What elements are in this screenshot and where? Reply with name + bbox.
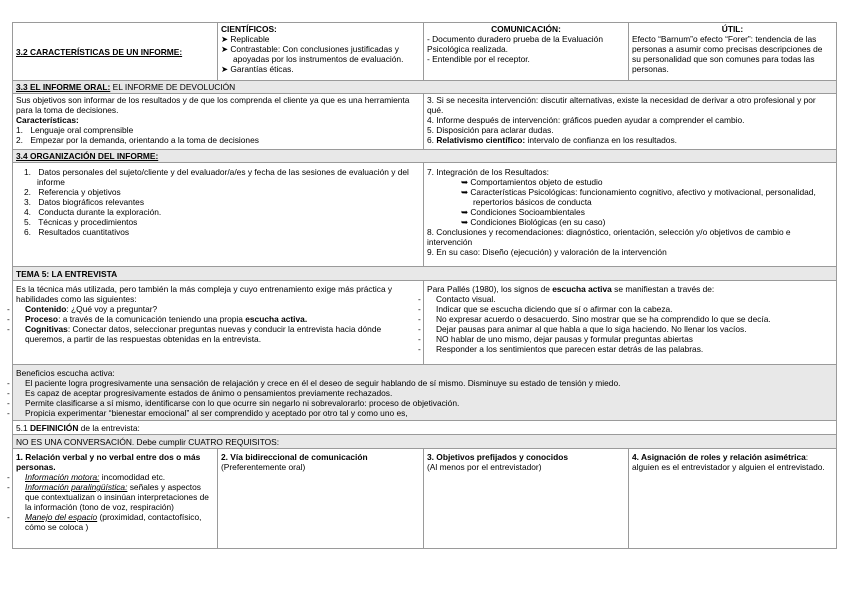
s33-right-item: 5. Disposición para aclarar dudas. (427, 125, 554, 135)
tema5-title: TEMA 5: LA ENTREVISTA (16, 268, 118, 279)
s34-sub-item: ➥ Comportamientos objeto de estudio (461, 177, 603, 187)
habilidad-item: - Cognitivas: Conectar datos, seleccionar preguntas nuevas y conducir la entrevista hacia dónde queremos, a partir de las respuestas obtenidas en la entrevista. (7, 324, 382, 344)
s33-right-cell (424, 94, 837, 150)
s33-right-item: 3. Si se necesita intervención: discutir alternativas, existe la necesidad de derivar a otro profesional y por qué. (427, 95, 816, 115)
s34-sub-item: ➥ Características Psicológicas: funcionamiento cognitivo, afectivo y motivacional, personalidad, repertorios básicos de conducta (461, 187, 816, 207)
s33-list-item: 2. Empezar por la demanda, orientando a la toma de decisiones (16, 135, 259, 145)
s33-title-rest: EL INFORME DE DEVOLUCIÓN (110, 82, 236, 92)
s32-title-cell (13, 23, 218, 81)
beneficio-item: - Es capaz de aceptar progresivamente estados de ánimo o pensamientos previamente rechazados. (7, 388, 393, 398)
requisito-2-title: 2. Vía bidireccional de comunicación (221, 452, 368, 462)
row-requisitos (13, 449, 837, 549)
util-title: ÚTIL: (721, 24, 744, 34)
escucha-item: - Indicar que se escucha diciendo que sí o afirmar con la cabeza. (418, 304, 673, 314)
row-conversacion (13, 435, 837, 449)
requisito-4-cell (629, 449, 837, 549)
s33-right-item: 6. Relativismo científico: intervalo de confianza en los resultados. (427, 135, 677, 145)
requisito-4-text: 4. Asignación de roles y relación asimétrica: alguien es el entrevistador y alguien el entrevistado. (632, 452, 825, 472)
s34-list-item: 4. Conducta durante la exploración. (24, 207, 162, 217)
row-s33-content (13, 94, 837, 150)
s34-list-item: 6. Resultados cuantitativos (24, 227, 130, 237)
beneficio-item: - Propicia experimentar “bienestar emocional” al ser comprendido y aceptado por otro tal y como uno es, (7, 408, 408, 418)
requisito-3-title: 3. Objetivos prefijados y conocidos (427, 452, 569, 462)
requisito-3-cell (424, 449, 629, 549)
arrow-icon: ➥ (461, 207, 469, 217)
s33-title: 3.3 EL INFORME ORAL: (16, 82, 111, 92)
s33-intro: Sus objetivos son informar de los resultados y de que los comprenda el cliente ya que es una herramienta para la toma de decisiones. (16, 95, 410, 115)
s33-left-cell (13, 94, 424, 150)
s32-util-cell (629, 23, 837, 81)
tema5-right-cell (418, 281, 837, 365)
comunicacion-item: - Entendible por el receptor. (427, 54, 530, 64)
requisito-1-item: - Información paralingüística: señales y aspectos que contextualizan o insinúan interpretaciones de la información (tono de voz, respiración) (7, 482, 209, 512)
habilidad-item: - Proceso: a través de la comunicación teniendo una propia escucha activa. (7, 314, 308, 324)
bullet-icon: ➤ (221, 34, 229, 44)
comunicacion-item: - Documento duradero prueba de la Evaluación Psicológica realizada. (427, 34, 603, 54)
tema5-left-cell (7, 281, 424, 365)
row-s34-content (13, 163, 837, 267)
requisito-1-cell (7, 449, 218, 549)
escucha-item: - Dejar pausas para animar al que habla a que lo siga haciendo. No llenar los vacíos. (418, 324, 747, 334)
s32-title: 3.2 CARACTERÍSTICAS DE UN INFORME: (16, 46, 183, 57)
tema5-intro: Es la técnica más utilizada, pero también la más compleja y cuyo entrenamiento exige más práctica y habilidades como las siguientes: (16, 284, 393, 304)
escucha-item: - Responder a los sentimientos que parecen estar detrás de las palabras. (418, 344, 704, 354)
escucha-item: - NO hablar de uno mismo, dejar pausas y formular preguntas abiertas (418, 334, 693, 344)
definicion-label: DEFINICIÓN (29, 423, 79, 433)
row-tema5-header (13, 267, 837, 281)
row-s33-header (13, 81, 837, 94)
s34-right-head: 7. Integración de los Resultados: (427, 167, 549, 177)
s33-right-item: 4. Informe después de intervención: gráficos pueden ayudar a comprender el cambio. (427, 115, 745, 125)
escucha-item: - Contacto visual. (418, 294, 496, 304)
s34-right-cell (424, 163, 837, 267)
cientificos-title: CIENTÍFICOS: (221, 24, 277, 34)
beneficio-item: - Permite clasificarse a sí mismo, identificarse con lo que ocurre sin negarlo ni sobrevalorarlo: proceso de objetivación. (7, 398, 460, 408)
s34-right-tail: 8. Conclusiones y recomendaciones: diagnóstico, orientación, selección y/o objetivos de cambio e intervención (427, 227, 791, 247)
requisito-1-title: 1. Relación verbal y no verbal entre dos o más personas. (16, 452, 201, 472)
bullet-icon: ➤ (221, 64, 229, 74)
s34-right-tail: 9. En su caso: Diseño (ejecución) y valoración de la intervención (427, 247, 667, 257)
s32-comunicacion-cell (424, 23, 629, 81)
requisito-1-item: - Manejo del espacio (proximidad, contactofísico, cómo se coloca ) (7, 512, 202, 532)
s34-list-item: 3. Datos biográficos relevantes (24, 197, 145, 207)
row-s34-header (13, 150, 837, 163)
row-s51 (13, 421, 837, 435)
habilidad-item: - Contenido: ¿Qué voy a preguntar? (7, 304, 158, 314)
arrow-icon: ➥ (461, 177, 469, 187)
beneficio-item: - El paciente logra progresivamente una sensación de relajación y crece en él el deseo de seguir hablando de sí mismo. Disminuye su estado de tensión y miedo. (7, 378, 621, 388)
conversacion-cell (13, 435, 837, 449)
row-beneficios (13, 365, 837, 421)
beneficios-title: Beneficios escucha activa: (16, 368, 115, 378)
util-text: Efecto “Barnum”o efecto “Forer”: tendencia de las personas a asumir como precisas descripciones de su personalidad que son comunes para todas las personas. (632, 34, 823, 74)
document-page (7, 22, 836, 549)
s51-cell: 5.1 DEFINICIÓN de la entrevista: (13, 421, 837, 435)
escucha-intro: Para Pallés (1980), los signos de escucha activa se manifiestan a través de: (427, 284, 715, 294)
s34-sub-item: ➥ Condiciones Biológicas (en su caso) (461, 217, 606, 227)
s33-header-cell (13, 81, 837, 94)
requisito-2-sub: (Preferentemente oral) (221, 462, 306, 472)
escucha-item: - No expresar acuerdo o desacuerdo. Sino mostrar que se ha comprendido lo que se decía. (418, 314, 771, 324)
s34-list-item: 1. Datos personales del sujeto/cliente y del evaluador/a/es y fecha de las sesiones de evaluación y del informe (24, 167, 409, 187)
requisito-2-cell (218, 449, 424, 549)
s34-title: 3.4 ORGANIZACIÓN DEL INFORME: (16, 151, 159, 161)
caracteristicas-label: Características: (16, 115, 79, 125)
arrow-icon: ➥ (461, 217, 469, 227)
s34-list-item: 5. Técnicas y procedimientos (24, 217, 138, 227)
s32-cientificos-cell (218, 23, 424, 81)
s34-sub-item: ➥ Condiciones Socioambientales (461, 207, 585, 217)
cientificos-item: ➤ Contrastable: Con conclusiones justificadas y apoyadas por los instrumentos de evaluación. (221, 44, 404, 64)
comunicacion-title: COMUNICACIÓN: (491, 24, 561, 34)
conversacion-text: NO ES UNA CONVERSACIÓN. Debe cumplir CUATRO REQUISITOS: (16, 437, 280, 447)
cientificos-item: ➤ Garantías éticas. (221, 64, 294, 74)
cientificos-item: ➤ Replicable (221, 34, 270, 44)
s34-header-cell (13, 150, 837, 163)
tema5-header-cell (13, 267, 837, 281)
beneficios-cell (7, 365, 837, 421)
s34-left-cell (13, 163, 424, 267)
arrow-icon: ➥ (461, 187, 469, 197)
row-s32 (13, 23, 837, 81)
s34-list-item: 2. Referencia y objetivos (24, 187, 121, 197)
row-tema5-content (13, 281, 837, 365)
requisito-3-sub: (Al menos por el entrevistador) (427, 462, 542, 472)
summary-table (7, 22, 837, 549)
s33-list-item: 1. Lenguaje oral comprensible (16, 125, 134, 135)
requisito-1-item: - Información motora: incomodidad etc. (7, 472, 166, 482)
bullet-icon: ➤ (221, 44, 229, 54)
